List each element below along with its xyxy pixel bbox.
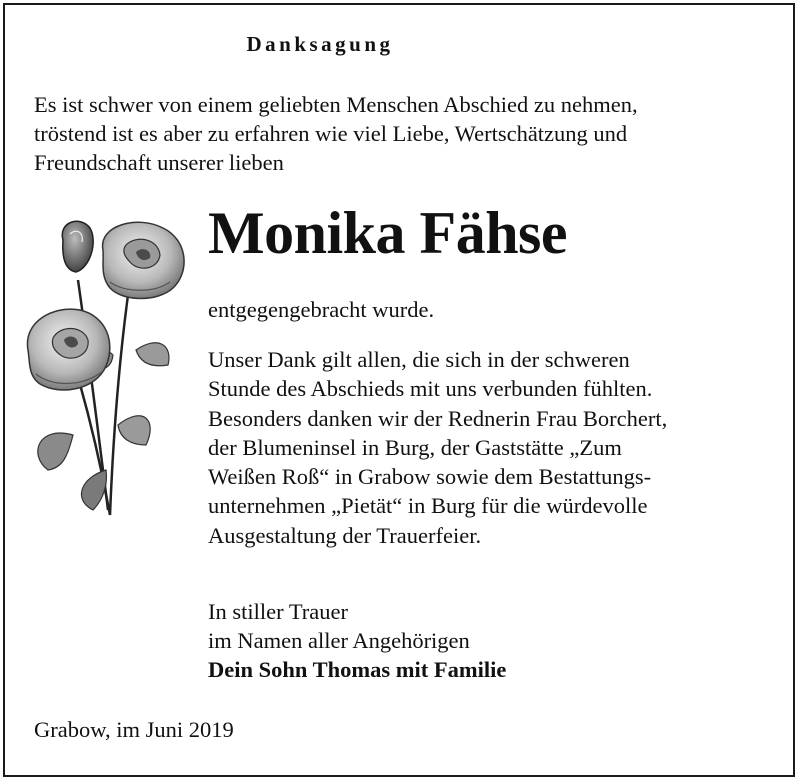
body-line: Ausgestaltung der Trauerfeier. bbox=[208, 522, 482, 548]
deceased-name: Monika Fähse bbox=[208, 200, 568, 266]
body-line: Unser Dank gilt allen, die sich in der schweren bbox=[208, 347, 630, 372]
intro-text bbox=[34, 90, 774, 177]
place-date: Grabow, im Juni 2019 bbox=[34, 717, 234, 742]
signature-name: Dein Sohn Thomas mit Familie bbox=[208, 657, 507, 682]
notice-heading: Danksagung bbox=[246, 32, 394, 56]
body-line: der Blumeninsel in Burg, der Gaststätte „Zum bbox=[208, 434, 622, 460]
after-name-text: entgegengebracht wurde. bbox=[208, 297, 435, 322]
intro-line: Freundschaft unserer lieben bbox=[34, 150, 284, 175]
intro-line: Es ist schwer von einem geliebten Menschen Abschied zu nehmen, bbox=[34, 92, 638, 117]
intro-line: tröstend ist es aber zu erfahren wie viel Liebe, Wertschätzung und bbox=[34, 121, 628, 146]
thanks-body bbox=[208, 345, 768, 550]
signature-line: im Namen aller Angehörigen bbox=[208, 628, 470, 653]
roses-icon bbox=[18, 210, 196, 530]
body-line: unternehmen „Pietät“ in Burg für die würdevolle bbox=[208, 493, 648, 519]
body-line: Besonders danken wir der Rednerin Frau Borchert, bbox=[208, 405, 668, 431]
signature-block bbox=[208, 597, 506, 684]
signature-line: In stiller Trauer bbox=[208, 599, 348, 624]
body-line: Stunde des Abschieds mit uns verbunden fühlten. bbox=[208, 376, 653, 402]
body-line: Weißen Roß“ in Grabow sowie dem Bestattungs- bbox=[208, 464, 652, 490]
